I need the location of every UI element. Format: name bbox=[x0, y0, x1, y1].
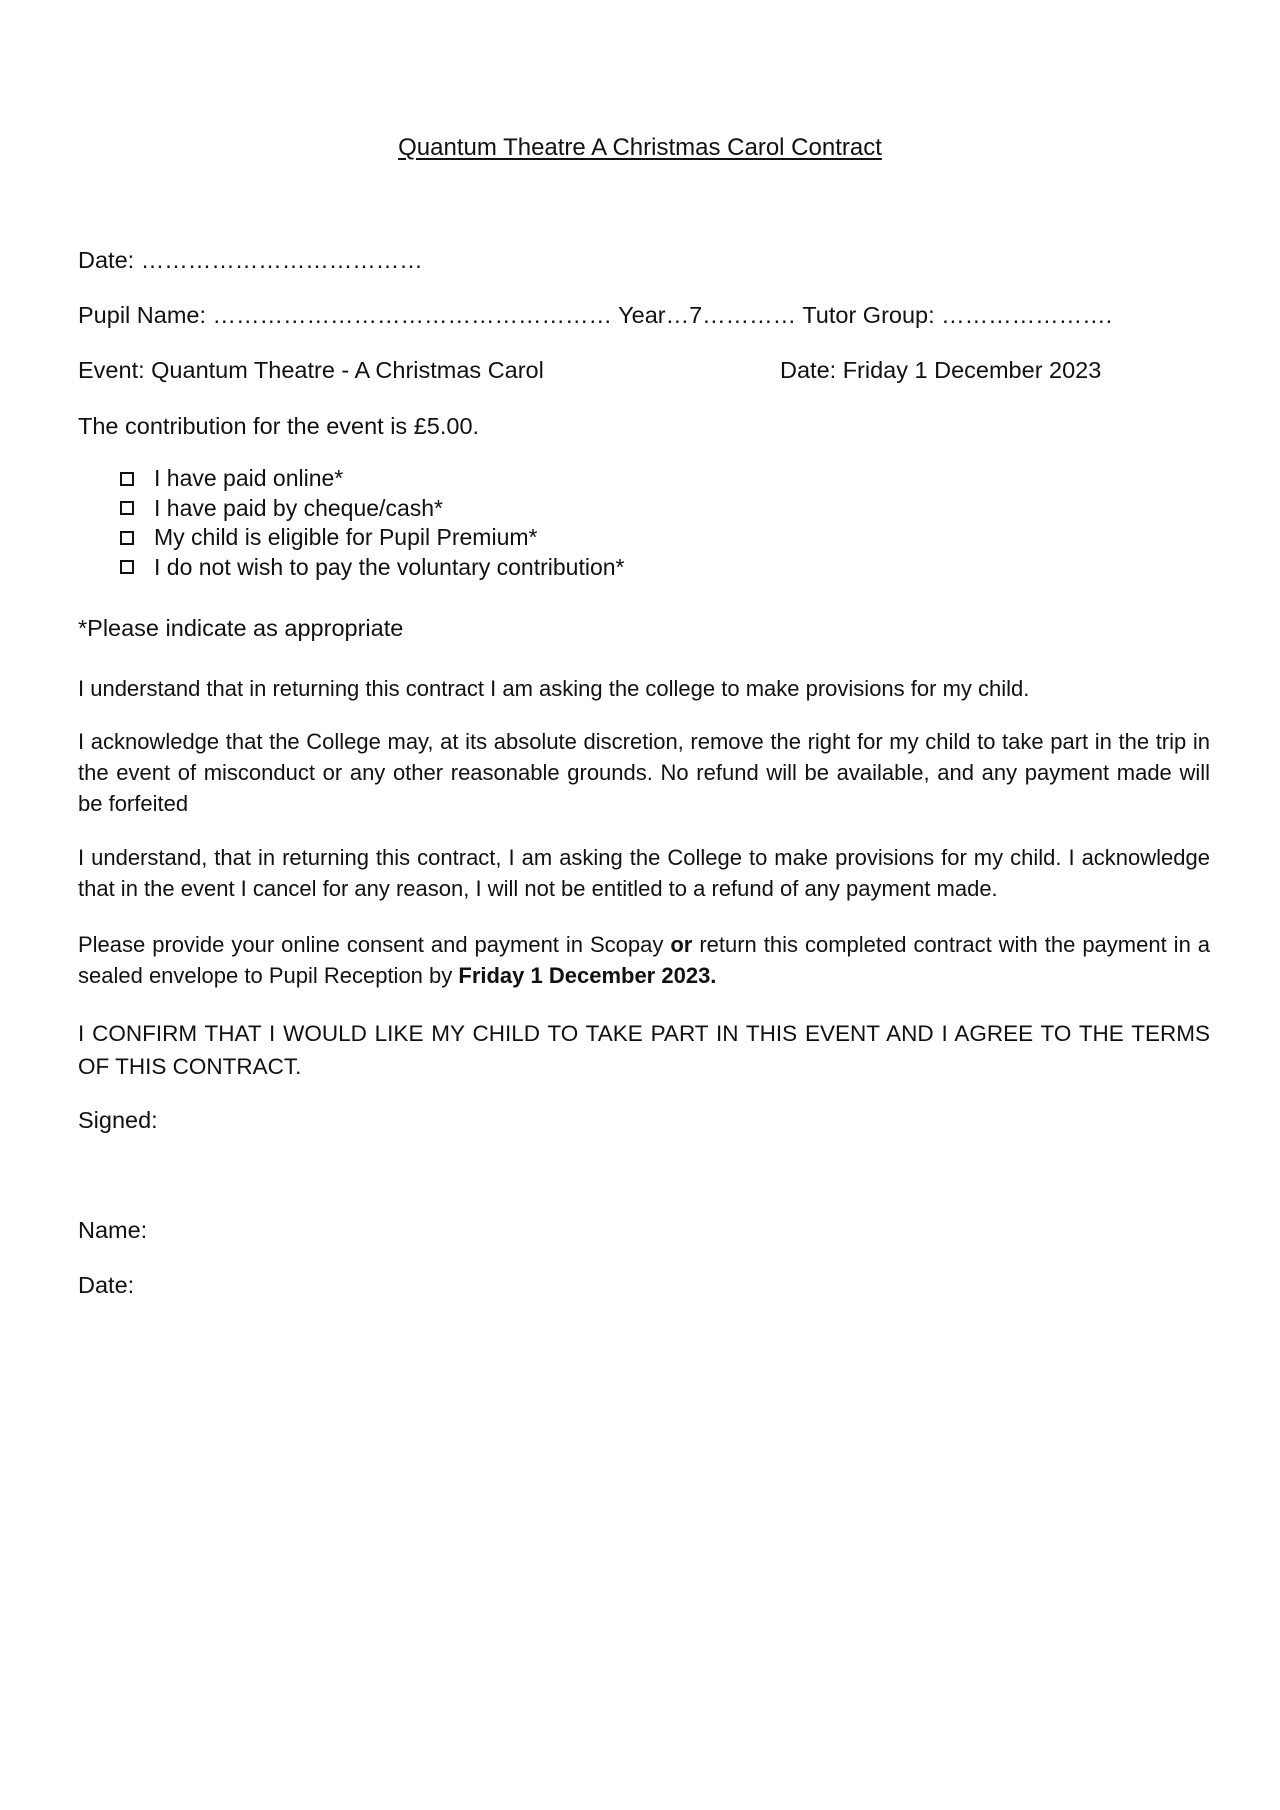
cancellation-paragraph: I understand, that in returning this contract, I am asking the College to make provisions for my child. I acknowledge that in the event I cancel for any reason, I will not be entitled to a refund of any payment made. bbox=[78, 845, 1210, 901]
checkbox-icon[interactable] bbox=[120, 472, 134, 486]
acknowledgement-paragraph: I acknowledge that the College may, at its absolute discretion, remove the right for my child to take part in the trip in the event of misconduct or any other reasonable grounds. No refund will be available, and any payment made will be forfeited bbox=[78, 729, 1210, 816]
instructions-deadline: Friday 1 December 2023. bbox=[458, 963, 717, 988]
page-title: Quantum Theatre A Christmas Carol Contract bbox=[398, 134, 882, 161]
event-name: Event: Quantum Theatre - A Christmas Carol bbox=[78, 357, 544, 383]
instructions-or: or bbox=[670, 932, 693, 957]
option-label: I do not wish to pay the voluntary contribution* bbox=[154, 553, 625, 580]
instructions-text: Please provide your online consent and payment in Scopay bbox=[78, 932, 671, 957]
option-no-contribution[interactable] bbox=[120, 553, 625, 583]
checkbox-icon[interactable] bbox=[120, 531, 134, 545]
instructions-text-continued: return this completed contract with the payment in a sealed envelope to Pupil Reception by bbox=[78, 932, 1211, 988]
contribution-text: The contribution for the event is £5.00. bbox=[78, 413, 480, 439]
confirmation-statement: I CONFIRM THAT I WOULD LIKE MY CHILD TO TAKE PART IN THIS EVENT AND I AGREE TO THE TERMS OF THIS CONTRACT. bbox=[78, 1021, 1210, 1079]
instructions-paragraph bbox=[78, 929, 1210, 991]
option-pupil-premium[interactable] bbox=[120, 523, 625, 553]
signed-label: Signed: bbox=[78, 1107, 158, 1133]
option-paid-cheque-cash[interactable] bbox=[120, 494, 625, 524]
date-field: Date: ……………………………… bbox=[78, 247, 423, 273]
event-date: Date: Friday 1 December 2023 bbox=[780, 357, 1102, 383]
payment-options-list bbox=[120, 464, 625, 582]
checkbox-icon[interactable] bbox=[120, 560, 134, 574]
indicate-note: *Please indicate as appropriate bbox=[78, 615, 404, 641]
option-label: I have paid by cheque/cash* bbox=[154, 494, 443, 521]
name-label: Name: bbox=[78, 1217, 148, 1243]
pupil-info-field: Pupil Name: …………………………………………… Year…7………… Tutor Group: …………………. bbox=[78, 302, 1113, 328]
option-label: I have paid online* bbox=[154, 465, 344, 492]
understanding-paragraph: I understand that in returning this contract I am asking the college to make provisions for my child. bbox=[78, 676, 1030, 701]
date-label: Date: bbox=[78, 1272, 135, 1298]
option-label: My child is eligible for Pupil Premium* bbox=[154, 524, 538, 551]
option-paid-online[interactable] bbox=[120, 464, 625, 494]
checkbox-icon[interactable] bbox=[120, 501, 134, 515]
